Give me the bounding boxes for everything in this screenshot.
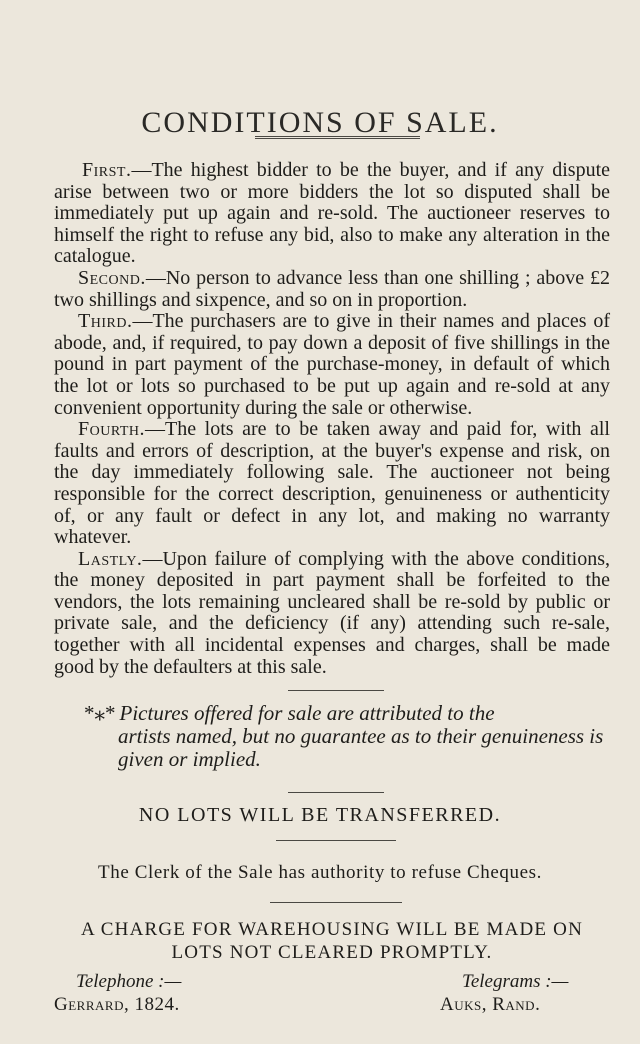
divider: [270, 902, 402, 903]
divider: [288, 792, 384, 793]
condition-label: Lastly.: [78, 547, 143, 570]
telephone-number: Gerrard, 1824.: [54, 994, 180, 1015]
divider: [288, 690, 384, 691]
condition-text: —The lots are to be taken away and paid for, with all faults and errors of description, at the buyer's expense and risk, on the day immediately following sale. The auctioneer not being responsible for the correct description, genuineness or authenticity of, or any fault or defect in any lot, and making no warranty whatever.: [54, 418, 610, 549]
no-lots-notice: NO LOTS WILL BE TRANSFERRED.: [138, 804, 502, 826]
telegrams-label: Telegrams :—: [462, 971, 569, 992]
condition-lastly: [54, 549, 610, 679]
condition-label: Fourth.: [78, 418, 146, 441]
note-line-2: artists named, but no guarantee as to their genuineness is given or implied.: [118, 724, 604, 771]
condition-second: [54, 268, 610, 311]
condition-text: —The highest bidder to be the buyer, and if any dispute arise between two or more bidders the lot so disputed shall be immediately put up again and re-sold. The auctioneer reserves to himself the right to refuse any bid, also to make any alteration in the catalogue.: [54, 159, 610, 268]
telegrams-block: [440, 970, 610, 1016]
condition-label: Third.: [78, 310, 133, 333]
divider: [276, 840, 396, 841]
condition-text: —No person to advance less than one shilling ; above £2 two shillings and sixpence, and so on in proportion.: [54, 266, 610, 311]
condition-label: Second.: [78, 266, 146, 289]
condition-text: —Upon failure of complying with the above conditions, the money deposited in part payment shall be forfeited to the vendors, the lots remaining uncleared shall be re-sold by public or private sale, and the deficiency (if any) attending such re-sale, together with all incidental expenses and charges, shall be made good by the defaulters at this sale.: [54, 547, 610, 678]
telephone-label: Telephone :—: [76, 971, 182, 992]
conditions-text: [54, 160, 610, 678]
clerk-notice: The Clerk of the Sale has authority to refuse Cheques.: [98, 862, 542, 883]
condition-text: —The purchasers are to give in their names and places of abode, and, if required, to pay down a deposit of five shillings in the pound in part payment of the purchase-money, in default of which the lot or lots so purchased to be put up again and re-sold at any convenient opportunity during the sale or otherwise.: [54, 310, 610, 419]
condition-first: [54, 160, 610, 268]
condition-third: [54, 311, 610, 419]
warehousing-notice: A CHARGE FOR WAREHOUSING WILL BE MADE ON LOTS NOT CLEARED PROMPTLY.: [80, 919, 584, 963]
telegrams-address: Auks, Rand.: [440, 994, 541, 1015]
condition-fourth: [54, 419, 610, 549]
telephone-block: [54, 970, 181, 1016]
title-divider: [255, 136, 420, 139]
page-title: CONDITIONS OF SALE.: [141, 106, 499, 140]
asterism-icon: *⁎*: [84, 701, 116, 725]
attribution-note: [84, 702, 604, 771]
note-line-1: Pictures offered for sale are attributed to the: [119, 701, 495, 725]
condition-label: First.: [82, 159, 132, 181]
